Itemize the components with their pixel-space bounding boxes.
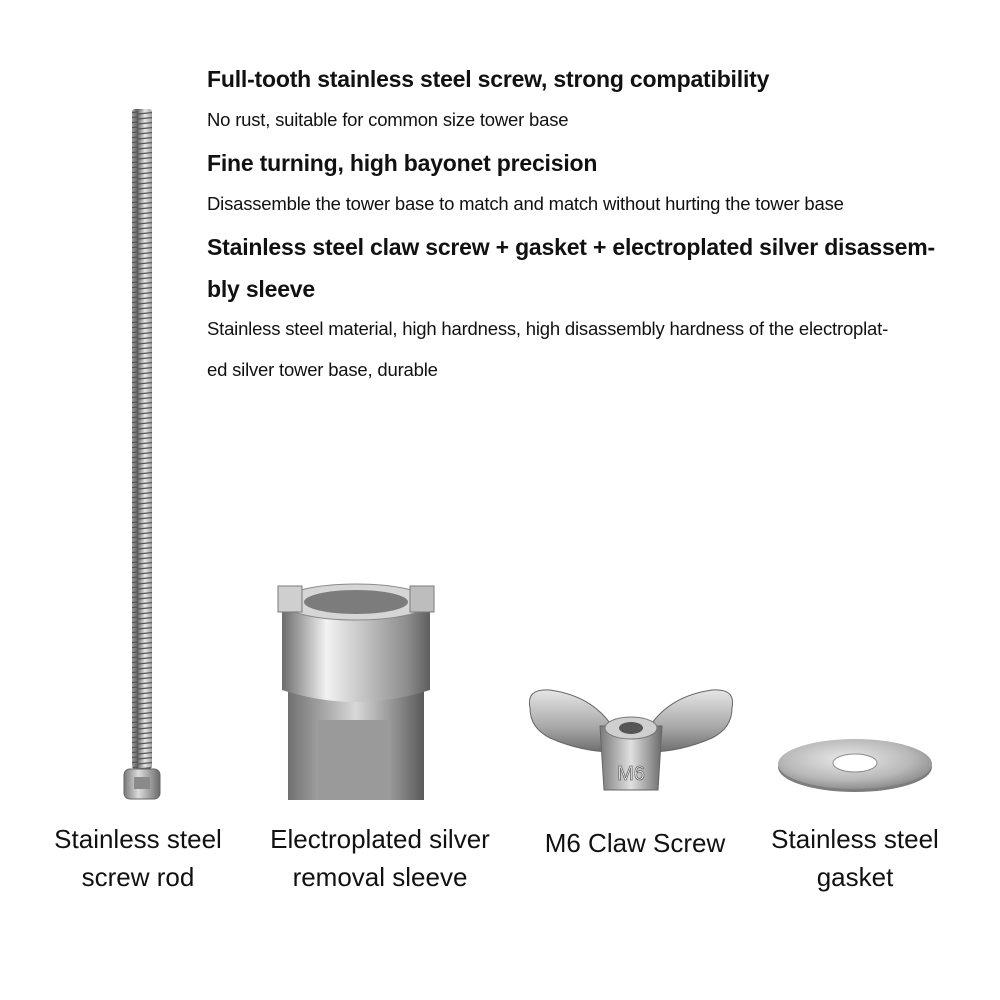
feature-1-heading: Full-tooth stainless steel screw, strong compatibility [207,66,770,92]
washer-icon [776,736,934,794]
feature-1-description: No rust, suitable for common size tower base [207,109,569,130]
screw-rod-icon [118,105,166,805]
wing-nut-caption-line-1: M6 Claw Screw [544,828,726,858]
removal-sleeve-caption-line-1: Electroplated silver [270,824,490,854]
removal-sleeve-icon [268,580,444,805]
screw-rod-caption-line-2: screw rod [81,862,195,892]
wing-nut-icon [522,682,740,794]
feature-3-heading-line-1: Stainless steel claw screw + gasket + electroplated silver disassem- [207,234,935,260]
wing-nut-stamp: M6 [617,763,645,785]
wing-nut-caption [530,824,740,862]
screw-rod-caption-line-1: Stainless steel [54,824,222,854]
feature-3-description-line-2: ed silver tower base, durable [207,359,438,380]
feature-3-heading-line-2: bly sleeve [207,276,315,302]
removal-sleeve-caption [255,820,505,896]
washer-caption-line-2: gasket [816,862,894,892]
screw-rod-caption [48,820,228,896]
feature-2-heading: Fine turning, high bayonet precision [207,150,598,176]
washer-caption [760,820,950,896]
feature-2-description: Disassemble the tower base to match and match without hurting the tower base [207,193,844,214]
feature-3-description-line-1: Stainless steel material, high hardness, high disassembly hardness of the electroplat- [207,318,889,339]
washer-caption-line-1: Stainless steel [771,824,939,854]
removal-sleeve-caption-line-2: removal sleeve [292,862,468,892]
